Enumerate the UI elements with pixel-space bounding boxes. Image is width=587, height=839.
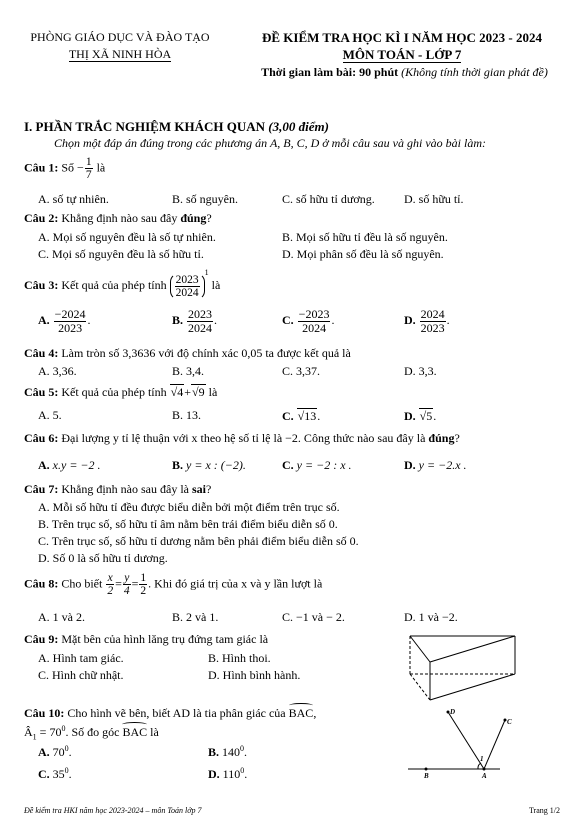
q3-option-a[interactable]: A. $\frac{-2024}{2023}$ . — [38, 307, 91, 335]
label-a: A — [482, 772, 487, 780]
q10-option-d[interactable]: D. $110^0$. — [208, 766, 248, 781]
q2-option-b[interactable]: B. Mọi số hữu tỉ đều là số nguyên. — [282, 230, 448, 244]
section-instruction: Chọn một đáp án đúng trong các phương án A, B, C, D ở mỗi câu sau và ghi vào bài làm: — [54, 136, 486, 150]
q4-option-d[interactable]: D. 3,3. — [404, 364, 437, 378]
question-2: Câu 2: Khẳng định nào sau đây đúng? — [24, 211, 212, 225]
q5-option-a[interactable]: A. 5. — [38, 408, 62, 422]
q9-option-a[interactable]: A. Hình tam giác. — [38, 651, 124, 665]
q7-option-b[interactable]: B. Trên trục số, số hữu tỉ âm nằm bên trái điểm biểu diễn số 0. — [38, 517, 338, 531]
q6-option-c[interactable]: C. y = −2 : x . — [282, 458, 352, 472]
point-b — [425, 768, 428, 771]
question-1: Câu 1: Số − $\frac{1}{7}$ là — [24, 156, 106, 182]
question-10-line-2: $Â_1 = 70^0$. Số đo góc BAC là — [24, 724, 159, 742]
q5-option-d[interactable]: D. √ 5. — [404, 408, 436, 424]
time-info: Thời gian làm bài: 90 phút (Không tính thời gian phát đề) — [261, 65, 548, 79]
prism-figure — [400, 628, 550, 708]
section-title: I. PHẦN TRẮC NGHIỆM KHÁCH QUAN (3,00 điểm) — [24, 119, 329, 134]
subject-title: MÔN TOÁN - LỚP 7 — [342, 47, 462, 62]
label-d: D — [450, 708, 456, 716]
q4-option-a[interactable]: A. 3,36. — [38, 364, 77, 378]
q10-option-c[interactable]: C. $35^0$. — [38, 766, 72, 781]
q3-option-d[interactable]: D. $\frac{2024}{2023}$ . — [404, 307, 450, 335]
q9-option-d[interactable]: D. Hình bình hành. — [208, 668, 301, 682]
q2-option-d[interactable]: D. Mọi phân số đều là số nguyên. — [282, 247, 444, 261]
q9-option-c[interactable]: C. Hình chữ nhật. — [38, 668, 124, 682]
q8-option-b[interactable]: B. 2 và 1. — [172, 610, 219, 624]
q4-option-c[interactable]: C. 3,37. — [282, 364, 321, 378]
label-c: C — [507, 718, 512, 726]
question-5: Câu 5: Kết quả của phép tính √ 4+√ 9 là — [24, 384, 217, 400]
question-6: Câu 6: Đại lượng y tỉ lệ thuận với x theo hệ số tỉ lệ là −2. Công thức nào sau đây là đúng? — [24, 431, 460, 445]
q8-option-c[interactable]: C. −1 và − 2. — [282, 610, 345, 624]
q6-option-a[interactable]: A. x.y = −2 . — [38, 458, 101, 472]
question-4: Câu 4: Làm tròn số 3,3636 với độ chính xác 0,05 ta được kết quả là — [24, 346, 351, 360]
question-7: Câu 7: Khẳng định nào sau đây là sai? — [24, 482, 212, 496]
footer-left: Đề kiểm tra HKI năm học 2023-2024 – môn Toán lớp 7 — [24, 806, 202, 815]
q1-option-b[interactable]: B. số nguyên. — [172, 192, 238, 206]
school-district: THỊ XÃ NINH HÒA — [68, 47, 172, 61]
footer-page: Trang 1/2 — [528, 806, 560, 815]
q2-option-c[interactable]: C. Mọi số nguyên đều là số hữu tỉ. — [38, 247, 204, 261]
label-1: 1 — [480, 755, 484, 763]
q2-option-a[interactable]: A. Mọi số nguyên đều là số tự nhiên. — [38, 230, 216, 244]
q8-option-d[interactable]: D. 1 và −2. — [404, 610, 458, 624]
angle-figure — [400, 700, 520, 780]
q4-option-b[interactable]: B. 3,4. — [172, 364, 205, 378]
q7-option-c[interactable]: C. Trên trục số, số hữu tỉ dương nằm bên phải điểm biểu diễn số 0. — [38, 534, 359, 548]
q7-option-d[interactable]: D. Số 0 là số hữu tỉ dương. — [38, 551, 168, 565]
q1-option-a[interactable]: A. số tự nhiên. — [38, 192, 109, 206]
question-8: Câu 8: Cho biết $\frac{x}{2}$ = $\frac{y}{4}$ = $\frac{1}{2}$ . Khi đó giá trị của x và y lần lượt là — [24, 572, 323, 598]
question-10: Câu 10: Cho hình vẽ bên, biết AD là tia phân giác của BAC, — [24, 706, 317, 720]
q10-option-b[interactable]: B. $140^0$. — [208, 744, 248, 759]
q6-option-b[interactable]: B. y = x : (−2). — [172, 458, 246, 472]
q8-option-a[interactable]: A. 1 và 2. — [38, 610, 85, 624]
q1-option-c[interactable]: C. số hữu tỉ dương. — [282, 192, 375, 206]
exam-title: ĐỀ KIỂM TRA HỌC KÌ I NĂM HỌC 2023 - 2024 — [262, 30, 542, 45]
q3-option-c[interactable]: C. $\frac{-2023}{2024}$ . — [282, 307, 335, 335]
question-9: Câu 9: Mặt bên của hình lăng trụ đứng tam giác là — [24, 632, 269, 646]
dept-name: PHÒNG GIÁO DỤC VÀ ĐÀO TẠO — [30, 30, 210, 44]
question-3: Câu 3: Kết quả của phép tính $\frac{2023}{2024}$ $^1$ là — [24, 268, 221, 299]
q5-option-c[interactable]: C. √ 13. — [282, 408, 320, 424]
q9-option-b[interactable]: B. Hình thoi. — [208, 651, 271, 665]
q1-option-d[interactable]: D. số hữu tỉ. — [404, 192, 464, 206]
q6-option-d[interactable]: D. y = −2.x . — [404, 458, 467, 472]
q10-option-a[interactable]: A. $70^0$. — [38, 744, 72, 759]
q7-option-a[interactable]: A. Mỗi số hữu tỉ đều được biểu diễn bởi một điểm trên trục số. — [38, 500, 340, 514]
point-a — [483, 768, 486, 771]
q5-option-b[interactable]: B. 13. — [172, 408, 202, 422]
q3-option-b[interactable]: B. $\frac{2023}{2024}$ . — [172, 307, 218, 335]
label-b: B — [424, 772, 429, 780]
